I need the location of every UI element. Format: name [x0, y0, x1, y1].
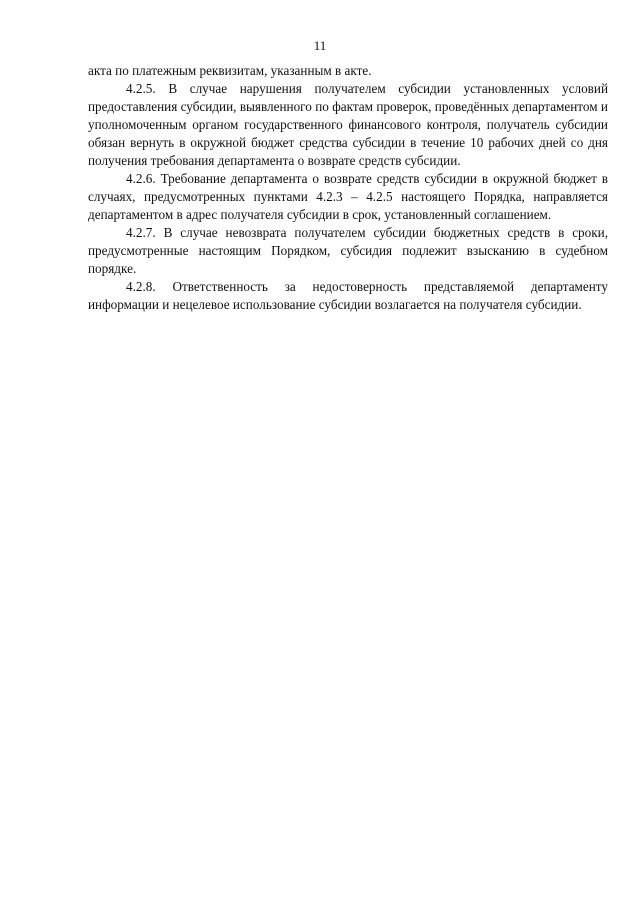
paragraph-text: В случае нарушения получателем субсидии установленных условий предоставления субсидии, выявленного по фактам проверок, проведённых департаментом и уполномоченным органом государственного финансового контроля, получатель субсидии обязан вернуть в окружной бюджет средства субсидии в течение 10 рабочих дней со дня получения требования департамента о возврате средств субсидии. — [88, 81, 609, 168]
paragraph-number: 4.2.8. — [126, 279, 156, 294]
paragraph-number: 4.2.6. — [126, 171, 156, 186]
paragraph-4-2-8 — [88, 278, 608, 314]
paragraph-text: В случае невозврата получателем субсидии бюджетных средств в сроки, предусмотренные настоящим Порядком, субсидия подлежит взысканию в судебном порядке. — [88, 225, 609, 276]
continuation-line: акта по платежным реквизитам, указанным в акте. — [88, 63, 372, 78]
paragraph-4-2-5 — [88, 80, 608, 170]
document-body — [88, 62, 608, 314]
paragraph-4-2-6 — [88, 170, 608, 224]
paragraph-number: 4.2.5. — [126, 81, 156, 96]
paragraph-text: Ответственность за недостоверность представляемой департаменту информации и нецелевое использование субсидии возлагается на получателя субсидии. — [88, 279, 608, 312]
paragraph-number: 4.2.7. — [126, 225, 156, 240]
paragraph-4-2-7 — [88, 224, 608, 278]
paragraph-text: Требование департамента о возврате средств субсидии в окружной бюджет в случаях, предусмотренных пунктами 4.2.3 – 4.2.5 настоящего Порядка, направляется департаментом в адрес получателя субсидии в срок, установленный соглашением. — [88, 171, 609, 222]
page-number: 11 — [313, 38, 327, 53]
